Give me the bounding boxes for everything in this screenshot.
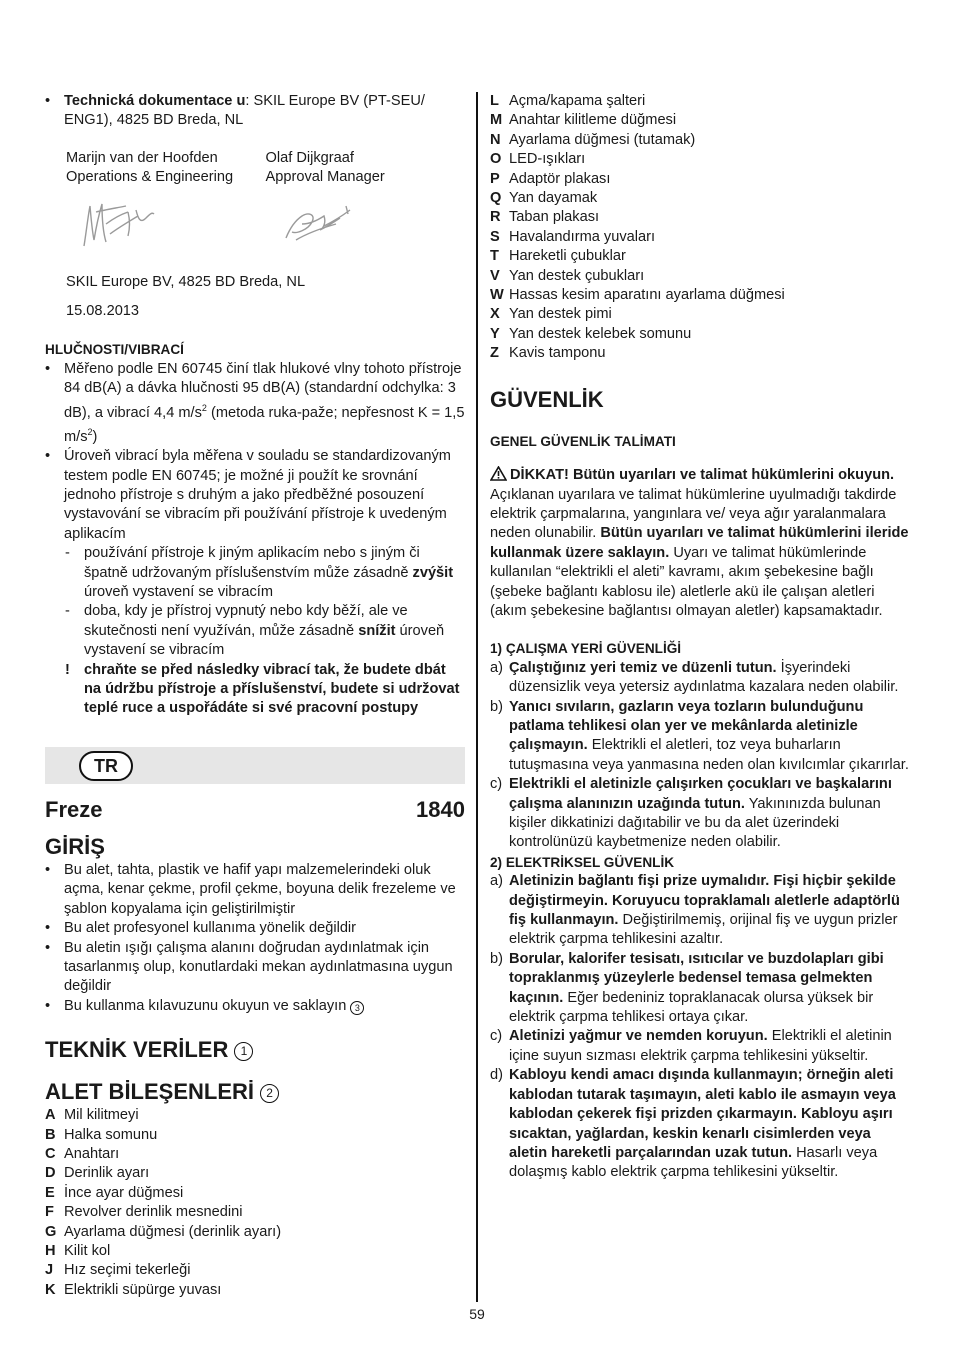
dash-item-2: - doba, kdy je přístroj vypnutý nebo kdy běží, ale ve skutečnosti není využíván, může zásadně snížit úroveň vystavení se vibracím — [45, 602, 465, 660]
signer1-name: Marijn van der Hoofden — [66, 149, 218, 166]
list-item: G Ayarlama düğmesi (derinlik ayarı) — [45, 1223, 282, 1240]
language-code-badge: TR — [79, 751, 133, 781]
figure-ref-badge: 2 — [260, 1084, 279, 1103]
page-number: 59 — [469, 1306, 485, 1322]
signer2-title: Approval Manager — [265, 169, 385, 186]
list-item: S Havalandırma yuvaları — [490, 228, 656, 245]
column-divider — [476, 92, 478, 1302]
work-area-safety-heading: 1) ÇALIŞMA YERİ GÜVENLİĞİ — [490, 641, 682, 657]
noise-item-1: • Měřeno podle EN 60745 činí tlak hlukové vlny tohoto přístroje 84 dB(A) a dávka hlučnosti 95 dB(A) (standardní odchylka: 3 dB), a vibrací 4,4 $m/s^2$ (metoda ruka-paže; nepřesnost K = 1,5 $m/s^2$) — [45, 360, 465, 447]
vibration-warning: ! chraňte se před následky vibrací tak, že budete dbát na údržbu přístroje a příslušenství, budete si udržovat teplé ruce a uspořádáte si své pracovní postupy — [45, 661, 465, 719]
signature-block — [66, 149, 465, 322]
list-item: Y Yan destek kelebek somunu — [490, 325, 692, 342]
intro-heading: GİRİŞ — [45, 833, 105, 859]
list-item: O LED-ışıkları — [490, 151, 586, 168]
parts-list-right — [490, 92, 912, 364]
safety-item: b) Yanıcı sıvıların, gazların veya tozların bulunduğunu patlama tehlikesi olan yer ve mekânlarda aletinizle çalışmayın. Elektrikli el aletleri, toz veya buharların tutuşmasına veya yanmasına neden olan kıvılcımlar çıkarırlar. — [490, 698, 909, 773]
intro-item: • Bu kullanma kılavuzunu okuyun ve saklayın 3 — [45, 997, 465, 1016]
list-item: F Revolver derinlik mesnedini — [45, 1204, 243, 1221]
list-item: R Taban plakası — [490, 209, 600, 226]
list-item: D Derinlik ayarı — [45, 1165, 150, 1182]
model-number: 1840 — [416, 796, 465, 822]
product-name: Freze — [45, 796, 103, 822]
safety-item: c) Aletinizi yağmur ve nemden koruyun. Elektrikli el aletinin içine suyun sızması elektrik çarpma tehlikesini yükseltir. — [490, 1028, 892, 1064]
tech-data-heading: TEKNİK VERİLER 1 — [45, 1036, 465, 1064]
safety-item: a) Çalıştığınız yeri temiz ve düzenli tutun. İşyerindeki düzensizlik veya yetersiz aydınlatma kazalara neden olabilir. — [490, 659, 899, 696]
language-bar — [45, 747, 465, 784]
left-column — [45, 92, 465, 1300]
list-item: P Adaptör plakası — [490, 170, 611, 187]
parts-list-left — [45, 1106, 465, 1300]
list-item: B Halka somunu — [45, 1126, 158, 1143]
list-item: C Anahtarı — [45, 1145, 120, 1162]
product-header — [45, 797, 465, 823]
intro-list — [45, 861, 465, 1016]
list-item: W Hassas kesim aparatını ayarlama düğmesi — [490, 287, 785, 304]
general-warning-paragraph: DİKKAT! Bütün uyarıları ve talimat hükümlerini okuyun. Açıklanan uyarılara ve talimat hükümlerine uyulmadığı takdirde elektrik çarpmalarına, yangınlara ve/ veya ağır yaralanmalara neden olunabilir. Bütün uyarıları ve talimat hükümlerini ileride kullanmak üzere saklayın. Uyarı ve talimat hükümlerinde kullanılan “elektrikli el aleti” kavramı, akım şebekesine bağlı (şebeke bağlantı kablosu ile) aletlerle akü ile çalışan aletleri (akım şebekesine bağlantısı olmayan aletler) kapsamaktadır. — [490, 467, 909, 619]
figure-ref-badge: 1 — [234, 1042, 253, 1061]
tech-doc-text: : SKIL Europe BV (PT-SEU/ ENG1), 4825 BD Breda, NL — [64, 93, 425, 129]
list-item: K Elektrikli süpürge yuvası — [45, 1281, 222, 1298]
safety-heading: GÜVENLİK — [490, 386, 604, 412]
list-item: A Mil kilitmeyi — [45, 1107, 139, 1124]
tech-doc-label: Technická dokumentace u — [64, 93, 246, 109]
list-item: T Hareketli çubuklar — [490, 248, 626, 265]
signer2-name: Olaf Dijkgraaf — [265, 149, 354, 166]
list-item: M Anahtar kilitleme düğmesi — [490, 112, 677, 129]
signer1-title: Operations & Engineering — [66, 169, 234, 186]
company-address: SKIL Europe BV, 4825 BD Breda, NL — [66, 273, 306, 290]
list-item: Z Kavis tamponu — [490, 345, 606, 362]
noise-item-2: • Úroveň vibrací byla měřena v souladu se standardizovaným testem podle EN 60745; je možné ji použít ke srovnání jednoho přístroje s druhým a jako předběžné posouzení vystavování se vibracím při používání přístroje k uvedeným aplikacím — [45, 447, 465, 544]
figure-ref-badge: 3 — [350, 1001, 364, 1015]
list-item: N Ayarlama düğmesi (tutamak) — [490, 131, 696, 148]
general-safety-heading: GENEL GÜVENLİK TALİMATI — [490, 433, 676, 449]
signature-1 — [66, 194, 166, 254]
tech-doc-item — [45, 92, 465, 131]
noise-heading: HLUČNOSTI/VIBRACÍ — [45, 342, 184, 358]
signature-2 — [266, 194, 366, 254]
safety-item: a) Aletinizin bağlantı fişi prize uymalıdır. Fişi hiçbir şekilde değiştirmeyin. Koruyucu topraklamalı aletlerle adaptörlü fiş kullanmayın. Değiştirilmemiş, orijinal fiş ve uygun prizler elektrik çarpma tehlikesini azaltır. — [490, 873, 900, 948]
intro-item: • Bu aletin ışığı çalışma alanını doğrudan aydınlatmak için tasarlanmış olup, konutlardaki mekan aydınlatmasına uygun değildir — [45, 939, 465, 997]
intro-item: • Bu alet, tahta, plastik ve hafif yapı malzemelerindeki oluk açma, kenar çekme, profil çekme, boyuna delik frezeleme ve şablon kopyalama için geliştirilmiştir — [45, 861, 465, 919]
list-item: V Yan destek çubukları — [490, 267, 645, 284]
right-column — [490, 92, 912, 1183]
electrical-safety-heading: 2) ELEKTRİKSEL GÜVENLİK — [490, 854, 675, 870]
dash-item-1: - používání přístroje k jiným aplikacím nebo s jiným či špatně udržovaným příslušenstvím může zásadně zvýšit úroveň vystavení se vibracím — [45, 544, 465, 602]
declaration-date: 15.08.2013 — [66, 303, 140, 320]
warning-triangle-icon — [490, 466, 507, 481]
safety-item: b) Borular, kalorifer tesisatı, ısıtıcılar ve buzdolapları gibi topraklanmış yüzeylerle bedensel temasa gelmekten kaçının. Eğer bedeniniz topraklanacak olursa yüksek bir elektrik çarpma tehlikesi ortaya çıkar. — [490, 950, 884, 1026]
list-item: E İnce ayar düğmesi — [45, 1184, 184, 1201]
list-item: L Açma/kapama şalteri — [490, 93, 646, 109]
list-item: J Hız seçimi tekerleği — [45, 1262, 191, 1279]
parts-heading: ALET BİLEŞENLERİ 2 — [45, 1078, 465, 1106]
list-item: X Yan destek pimi — [490, 306, 612, 323]
safety-item: c) Elektrikli el aletinizle çalışırken çocukları ve başkalarını çalışma alanınızın uzağında tutun. Yakınınızda bulunan kişiler dikkatinizi dağıtabilir ve bu da alet üzerindeki kontrolünüzü kaybetmenize neden olabilir. — [490, 776, 892, 851]
list-item: H Kilit kol — [45, 1242, 111, 1259]
list-item: Q Yan dayamak — [490, 190, 598, 207]
intro-item: • Bu alet profesyonel kullanıma yönelik değildir — [45, 919, 465, 938]
safety-item: d) Kabloyu kendi amacı dışında kullanmayın; örneğin aleti kablodan tutarak taşımayın, aleti kablo ile asmayın veya kablodan çekerek fişi prizden çıkarmayın. Kabloyu aşırı sıcaktan, yağlardan, keskin kenarlı cisimlerden veya aletin hareketli parçalarından uzak tutun. Hasarlı veya dolaşmış kablo elektrik çarpma tehlikesini yükseltir. — [490, 1067, 896, 1181]
